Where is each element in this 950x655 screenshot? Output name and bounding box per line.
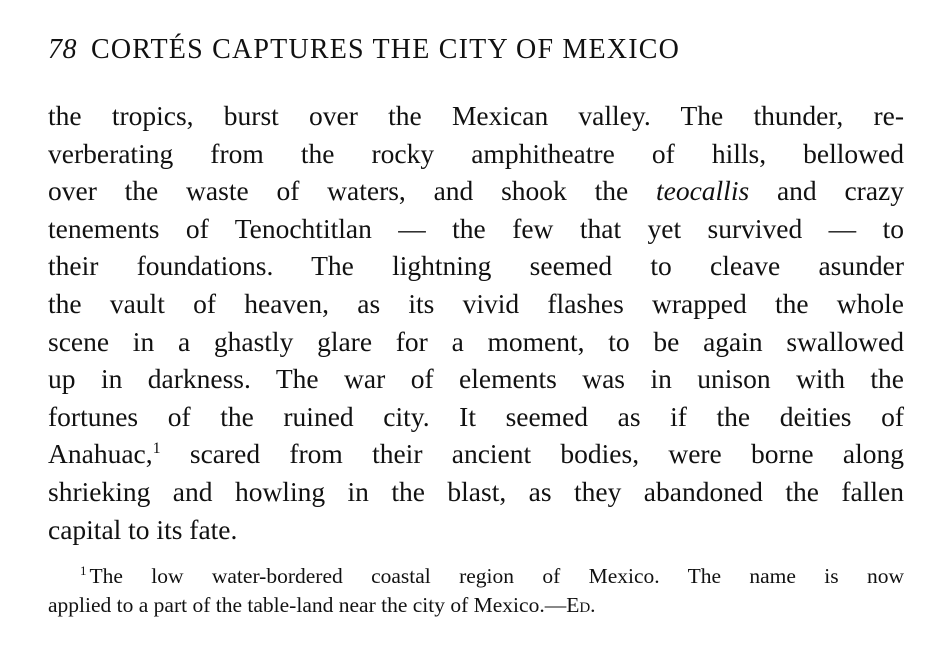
text-line: the tropics, burst over the Mexican valley. The thunder, re- — [48, 100, 904, 131]
page-header — [48, 34, 908, 74]
text-line: the vault of heaven, as its vivid flashes wrapped the whole — [48, 287, 904, 319]
text-line: tenements of Tenochtitlan — the few that yet survived — to — [48, 212, 904, 244]
page-number: 78 — [48, 34, 77, 65]
text-line: capital to its fate. — [48, 513, 238, 545]
text-line: verberating from the rocky amphitheatre of hills, bellowed — [48, 137, 904, 169]
text-line: shrieking and howling in the blast, as they abandoned the fallen — [48, 475, 904, 507]
text-line: fortunes of the ruined city. It seemed as if the deities of — [48, 400, 904, 432]
text-line: scene in a ghastly glare for a moment, to be again swallowed — [48, 325, 904, 357]
italic-term: teocallis — [655, 175, 750, 207]
text-line-end: scared from their ancient bodies, were borne along — [160, 438, 904, 470]
running-title: CORTÉS CAPTURES THE CITY OF MEXICO — [91, 34, 681, 65]
text-line — [48, 172, 904, 210]
footnote-text: applied to a part of the table-land near the city of Mexico.— — [48, 593, 567, 617]
text-line-start: Anahuac, — [48, 438, 153, 470]
editor-signature: Ed. — [566, 593, 596, 617]
text-line-start: over the waste of waters, and shook the — [48, 175, 656, 207]
footnote — [48, 562, 904, 622]
text-line: their foundations. The lightning seemed to cleave asunder — [48, 250, 904, 282]
text-line-end: and crazy — [749, 175, 904, 207]
body-paragraph — [48, 97, 904, 547]
footnote-line — [48, 591, 904, 620]
footnote-line — [48, 562, 904, 591]
footnote-text: The low water-bordered coastal region of Mexico. The name is now — [89, 564, 904, 588]
footnote-mark: 1 — [80, 563, 87, 578]
text-line — [48, 435, 904, 473]
footnote-reference: 1 — [152, 440, 161, 458]
text-line: up in darkness. The war of elements was in unison with the — [48, 363, 904, 395]
